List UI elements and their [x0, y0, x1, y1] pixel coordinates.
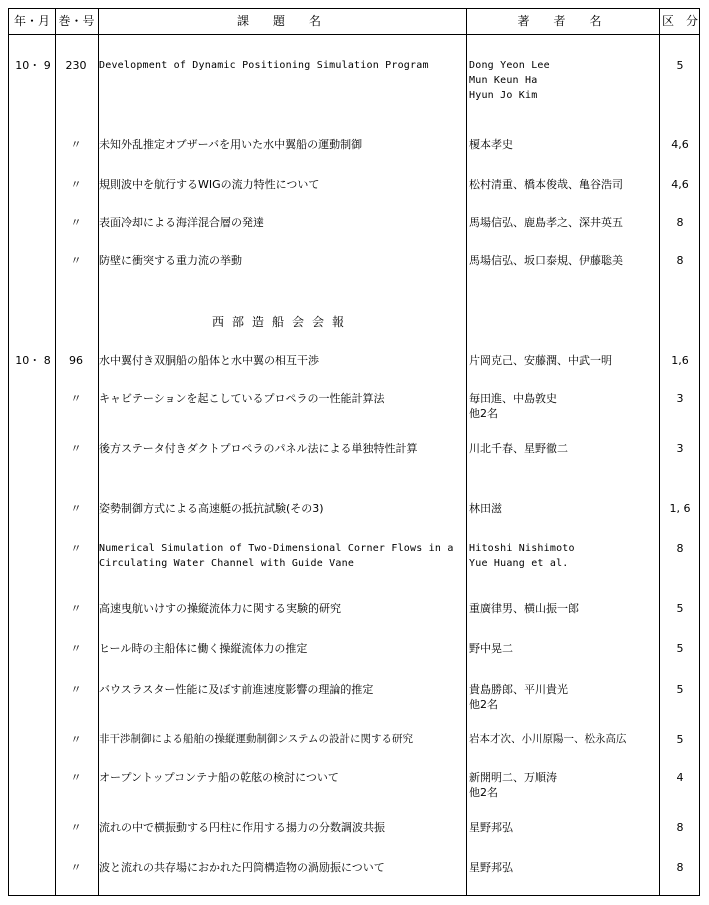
- row-title: ヒール時の主船体に働く操縦流体力の推定: [99, 642, 308, 655]
- header-class: 区 分: [661, 14, 698, 28]
- row-title: オープントップコンテナ船の乾舷の検討について: [99, 771, 339, 784]
- row-title: 防壁に衝突する重力流の挙動: [99, 254, 242, 267]
- row-volume: 〃: [70, 642, 82, 655]
- row-class: 5: [676, 59, 684, 72]
- row-author: 他2名: [469, 698, 498, 711]
- row-author: 野中晃二: [469, 642, 513, 655]
- row-author: 毎田進、中島敦史: [469, 392, 557, 405]
- row-title: 高速曳航いけすの操縦流体力に関する実験的研究: [99, 602, 341, 615]
- row-volume: 〃: [70, 254, 82, 267]
- row-title: 波と流れの共存場におかれた円筒構造物の渦励振について: [99, 861, 385, 874]
- row-title: 流れの中で横振動する円柱に作用する揚力の分数調波共振: [99, 821, 385, 834]
- row-volume: 96: [69, 354, 83, 367]
- row-author: 重廣律男、横山振一郎: [469, 602, 579, 615]
- row-class: 1, 6: [669, 502, 691, 515]
- header-title: 課 題 名: [236, 14, 327, 28]
- row-volume: 〃: [70, 216, 82, 229]
- row-class: 8: [676, 821, 684, 834]
- row-author: 林田滋: [469, 502, 502, 515]
- row-volume: 〃: [70, 733, 82, 746]
- row-title: Numerical Simulation of Two-Dimensional Corner Flows in a: [99, 543, 454, 554]
- row-author: 川北千春、星野徹二: [469, 442, 568, 455]
- row-class: 4: [676, 771, 684, 784]
- row-author: 松村清重、橋本俊哉、亀谷浩司: [469, 178, 623, 191]
- row-author: 馬場信弘、鹿島孝之、深井英五: [469, 216, 623, 229]
- row-class: 3: [676, 442, 684, 455]
- row-volume: 〃: [70, 502, 82, 515]
- row-class: 4,6: [671, 138, 689, 151]
- row-title: キャビテーションを起こしているプロペラの一性能計算法: [99, 392, 385, 405]
- row-class: 5: [676, 602, 684, 615]
- row-author: 片岡克己、安藤潤、中武一明: [469, 354, 612, 367]
- header-authors: 著 者 名: [517, 14, 608, 28]
- row-volume: 〃: [70, 821, 82, 834]
- row-author: 新開明二、万順涛: [469, 771, 557, 784]
- row-volume: 〃: [70, 771, 82, 784]
- row-class: 5: [676, 642, 684, 655]
- row-class: 8: [676, 254, 684, 267]
- row-author: 馬場信弘、坂口泰規、伊藤聡美: [469, 254, 623, 267]
- row-date: 10・ 9: [15, 59, 51, 72]
- row-class: 8: [676, 542, 684, 555]
- row-class: 1,6: [671, 354, 689, 367]
- row-author: Yue Huang et al.: [469, 558, 569, 569]
- row-volume: 〃: [70, 138, 82, 151]
- row-author: Hyun Jo Kim: [469, 90, 538, 101]
- col-divider: [466, 9, 467, 895]
- row-class: 5: [676, 683, 684, 696]
- row-author: 貴島勝郎、平川貴光: [469, 683, 568, 696]
- header-date: 年・月: [13, 14, 50, 28]
- row-volume: 〃: [70, 392, 82, 405]
- row-volume: 〃: [70, 861, 82, 874]
- row-title: Circulating Water Channel with Guide Vane: [99, 558, 355, 569]
- header-divider: [9, 34, 699, 35]
- row-date: 10・ 8: [15, 354, 51, 367]
- row-volume: 〃: [70, 542, 82, 555]
- section-title: 西部造船会会報: [211, 315, 352, 329]
- row-title: バウスラスター性能に及ぼす前進速度影響の理論的推定: [99, 683, 374, 696]
- row-title: 非干渉制御による船舶の操縦運動制御システムの設計に関する研究: [99, 733, 413, 745]
- row-title: 水中翼付き双胴船の船体と水中翼の相互干渉: [99, 354, 319, 367]
- row-author: Dong Yeon Lee: [469, 60, 550, 71]
- row-author: 星野邦弘: [469, 861, 513, 874]
- row-volume: 〃: [70, 442, 82, 455]
- row-author: 榎本孝史: [469, 138, 513, 151]
- row-class: 8: [676, 216, 684, 229]
- row-class: 3: [676, 392, 684, 405]
- row-class: 8: [676, 861, 684, 874]
- row-volume: 〃: [70, 683, 82, 696]
- row-author: Mun Keun Ha: [469, 75, 538, 86]
- row-author: 星野邦弘: [469, 821, 513, 834]
- row-title: 表面冷却による海洋混合層の発達: [99, 216, 264, 229]
- row-class: 4,6: [671, 178, 689, 191]
- journal-table: [8, 8, 700, 896]
- row-title: Development of Dynamic Positioning Simulation Program: [99, 60, 429, 71]
- row-author: 岩本才次、小川原陽一、松永高広: [469, 733, 627, 745]
- row-volume: 230: [65, 59, 87, 72]
- row-title: 未知外乱推定オブザーバを用いた水中翼船の運動制御: [99, 138, 363, 151]
- header-volume: 巻・号: [58, 14, 95, 28]
- row-title: 後方ステータ付きダクトプロペラのパネル法による単独特性計算: [99, 442, 418, 455]
- row-volume: 〃: [70, 178, 82, 191]
- row-volume: 〃: [70, 602, 82, 615]
- row-author: 他2名: [469, 786, 498, 799]
- row-title: 姿勢制御方式による高速艇の抵抗試験(その3): [99, 502, 324, 515]
- row-class: 5: [676, 733, 684, 746]
- row-author: 他2名: [469, 407, 498, 420]
- row-author: Hitoshi Nishimoto: [469, 543, 575, 554]
- row-title: 規則波中を航行するWIGの流力特性について: [99, 178, 320, 191]
